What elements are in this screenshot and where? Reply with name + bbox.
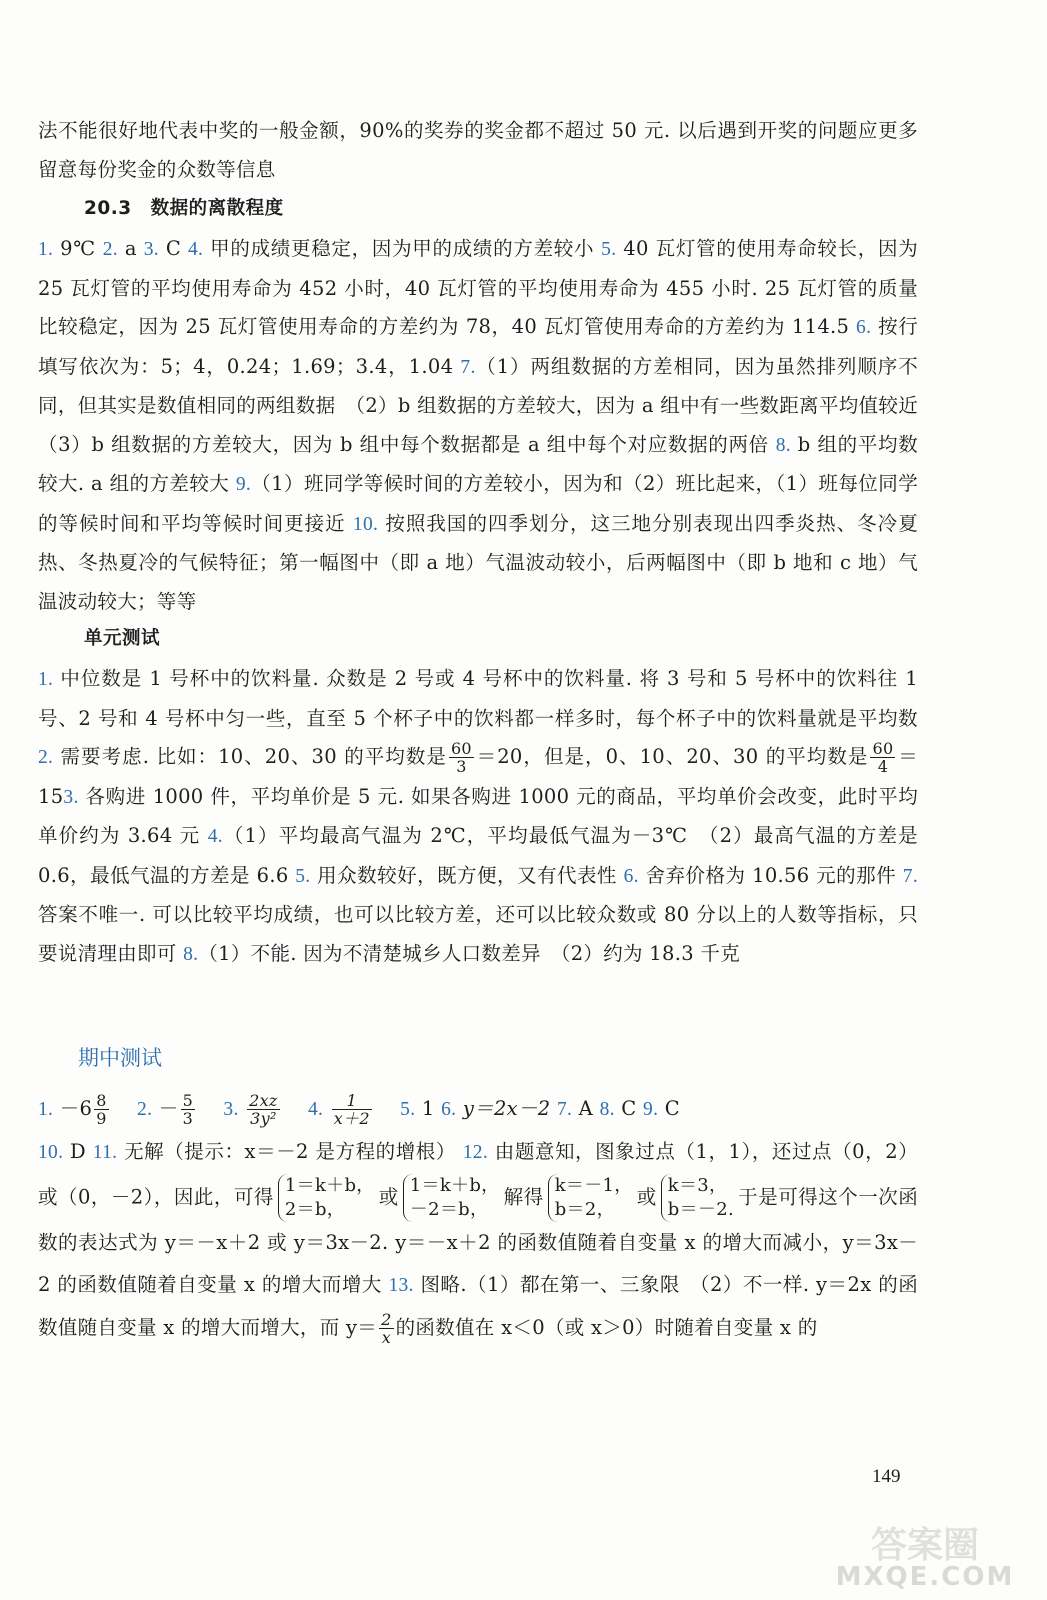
intro-paragraph xyxy=(38,112,918,189)
answer-number: 6. xyxy=(623,865,639,887)
fraction: $\frac{1}{x+2}$ xyxy=(333,1091,370,1128)
answer-number: 5. xyxy=(400,1099,416,1120)
answer-number: 7. xyxy=(460,356,476,378)
watermark-logo xyxy=(825,1517,1025,1592)
answer-text: 答案不唯一. 可以比较平均成绩，也可以比较方差，还可以比较众数或 80 分以上的人数等指标，只要说清理由即可 xyxy=(38,903,918,965)
answer-text: 舍弃价格为 10.56 元的那件 xyxy=(638,863,903,887)
answer-number: 6. xyxy=(441,1099,457,1120)
answer-text: 1 xyxy=(415,1097,442,1120)
answer-number: 4. xyxy=(207,826,223,847)
answer-number: 1. xyxy=(38,1099,54,1120)
midterm-title: 期中测试 xyxy=(78,1046,162,1070)
answer-number: 9. xyxy=(235,474,252,495)
answer-number: 11. xyxy=(92,1142,118,1163)
answer-number: 1. xyxy=(38,239,54,260)
answer-text: 用众数较好，既方便，又有代表性 xyxy=(310,863,624,887)
answer-number: 5. xyxy=(295,865,311,887)
answer-text: 需要考虑. 比如：10、20、30 的平均数是 xyxy=(53,745,447,768)
answer-text: 甲的成绩更稳定，因为甲的成绩的方差较小 xyxy=(203,237,602,260)
answer-number: 8. xyxy=(775,434,791,456)
answer-number: 13. xyxy=(388,1275,414,1296)
answer-text: － xyxy=(152,1097,179,1120)
answer-number: 2. xyxy=(38,747,54,768)
answer-text: 或 xyxy=(378,1185,399,1209)
fraction: $\frac{60}{3}$ xyxy=(450,739,472,776)
answer-number: 12. xyxy=(462,1142,488,1163)
answer-text: 40 瓦灯管的使用寿命较长，因为 25 瓦灯管的平均使用寿命为 452 小时，40 瓦灯管的平均使用寿命为 455 小时. 25 瓦灯管的质量比较稳定，因为 25 瓦灯管使用寿命的方差约为 78，40 瓦灯管使用寿命的方差约为 114.5 xyxy=(38,237,918,338)
answer-text: 无解（提示：x＝－2 是方程的增根） xyxy=(117,1140,463,1163)
answer-text: （1）不能. 因为不清楚城乡人口数差异 （2）约为 18.3 千克 xyxy=(198,941,741,965)
unit-test-rest xyxy=(38,785,918,965)
answer-text: 9℃ xyxy=(53,237,103,260)
answer-text: 的函数值在 x＜0（或 x＞0）时随着自变量 x 的 xyxy=(395,1316,818,1339)
midterm-answers xyxy=(38,1088,918,1349)
answer-number: 3. xyxy=(63,786,79,808)
answer-number: 3. xyxy=(143,239,159,260)
fraction: $\frac{2}{x}$ xyxy=(381,1310,392,1347)
answer-number: 8. xyxy=(183,943,199,965)
answer-text: b 组的平均数较大. a 组的方差较大 xyxy=(38,432,918,495)
answer-text: a xyxy=(117,237,144,260)
answer-number: 8. xyxy=(599,1099,615,1120)
equation-system: k＝3， b＝－2. xyxy=(661,1174,734,1222)
unit-test-answers xyxy=(38,660,918,974)
answer-text: 中位数是 1 号杯中的饮料量. 众数是 2 号或 4 号杯中的饮料量. 将 3 号和 5 号杯中的饮料往 1 号、2 号和 4 号杯中匀一些，直至 5 个杯子中的饮料都一样多时，每个杯子中的饮料量就是平均数 xyxy=(38,667,918,730)
answer-text: C xyxy=(658,1097,680,1120)
watermark-top: 答案圈 xyxy=(870,1525,979,1566)
answer-text: －6 xyxy=(53,1097,93,1120)
answer-number: 7. xyxy=(902,865,918,887)
section-heading-20-3: 20.3 数据的离散程度 xyxy=(84,198,284,219)
equation-system: 1＝k＋b， －2＝b， xyxy=(403,1174,500,1222)
answer-text: 由题意知，图象过点（1，1），还过点（0，2）或（0，－2），因此，可得 xyxy=(38,1140,919,1209)
answers-20-3 xyxy=(38,230,938,621)
answer-text: 按行填写依次为：5；4，0.24；1.69；3.4，1.04 xyxy=(38,315,918,378)
fraction: $\frac{5}{3}$ xyxy=(182,1091,194,1128)
answer-text: （1）两组数据的方差相同，因为虽然排列顺序不同，但其实是数值相同的两组数据 （2）b 组数据的方差较大，因为 a 组中有一些数距离平均值较近 （3）b 组数据的方差较大，因为 b 组中每个数据都是 a 组中每个对应数据的两倍 xyxy=(38,354,938,456)
answer-number: 10. xyxy=(38,1142,64,1163)
answer-number: 2. xyxy=(102,239,118,260)
answer-number: 9. xyxy=(643,1099,659,1120)
answer-text: （1）平均最高气温为 2℃，平均最低气温为－3℃ （2）最高气温的方差是 0.6，最低气温的方差是 6.6 xyxy=(38,824,918,887)
answer-text: C xyxy=(158,237,188,260)
answer-number: 6. xyxy=(856,317,872,338)
intro-text: 法不能很好地代表中奖的一般金额，90%的奖券的奖金都不超过 50 元. 以后遇到开奖的问题应更多留意每份奖金的众数等信息 xyxy=(38,119,918,181)
fraction: $\frac{8}{9}$ xyxy=(96,1091,107,1128)
answer-number: 4. xyxy=(307,1099,324,1120)
answer-text: （1）班同学等候时间的方差较小，因为和（2）班比起来，（1）班每位同学的等候时间和平均等候时间更接近 xyxy=(38,472,918,535)
answer-text: 图略.（1）都在第一、三象限 （2）不一样. y＝2x 的函数值随自变量 x 的增大而增大，而 y＝ xyxy=(38,1273,918,1339)
answer-text: C xyxy=(614,1097,644,1120)
answer-text: 各购进 1000 件，平均单价是 5 元. 如果各购进 1000 元的商品，平均单价会改变，此时平均单价约为 3.64 元 xyxy=(38,784,918,847)
unit-test-heading: 单元测试 xyxy=(84,628,161,649)
answer-number: 5. xyxy=(601,239,617,260)
answer-number: 7. xyxy=(556,1099,573,1120)
answer-text: A xyxy=(572,1097,600,1120)
fraction: $\frac{60}{4}$ xyxy=(872,739,894,776)
equation-system: k＝－1， b＝2， xyxy=(548,1174,633,1222)
answer-text: D xyxy=(63,1140,93,1163)
answer-number: 2. xyxy=(137,1099,153,1120)
answer-text: ＝15 xyxy=(38,745,918,808)
answer-number: 10. xyxy=(352,513,379,535)
watermark-domain: MXQE.COM xyxy=(835,1562,1015,1592)
answer-text: 解得 xyxy=(503,1185,544,1209)
answer-number: 1. xyxy=(38,669,54,690)
fraction: $\frac{2xz}{\text{3y²}}$ xyxy=(249,1091,278,1128)
answer-number: 4. xyxy=(188,239,204,260)
answer-text: 或 xyxy=(636,1185,657,1209)
answer-text: 于是可得这个一次函数的表达式为 y＝－x＋2 或 y＝3x－2. y＝－x＋2 的函数值随着自变量 x 的增大而减小，y＝3x－2 的函数值随着自变量 x 的增大而增大 xyxy=(38,1185,919,1296)
answer-number: 3. xyxy=(223,1099,239,1120)
page-number: 149 xyxy=(872,1466,901,1487)
answer-text: y＝2x－2 xyxy=(456,1097,557,1120)
answer-text: 按照我国的四季划分，这三地分别表现出四季炎热、冬冷夏热、冬热夏冷的气候特征；第一幅图中（即 a 地）气温波动较小，后两幅图中（即 b 地和 c 地）气温波动较大；等等 xyxy=(38,511,918,613)
equation-system: 1＝k＋b， 2＝b， xyxy=(278,1174,375,1222)
answer-text: ＝20，但是，0、10、20、30 的平均数是 xyxy=(475,745,869,768)
